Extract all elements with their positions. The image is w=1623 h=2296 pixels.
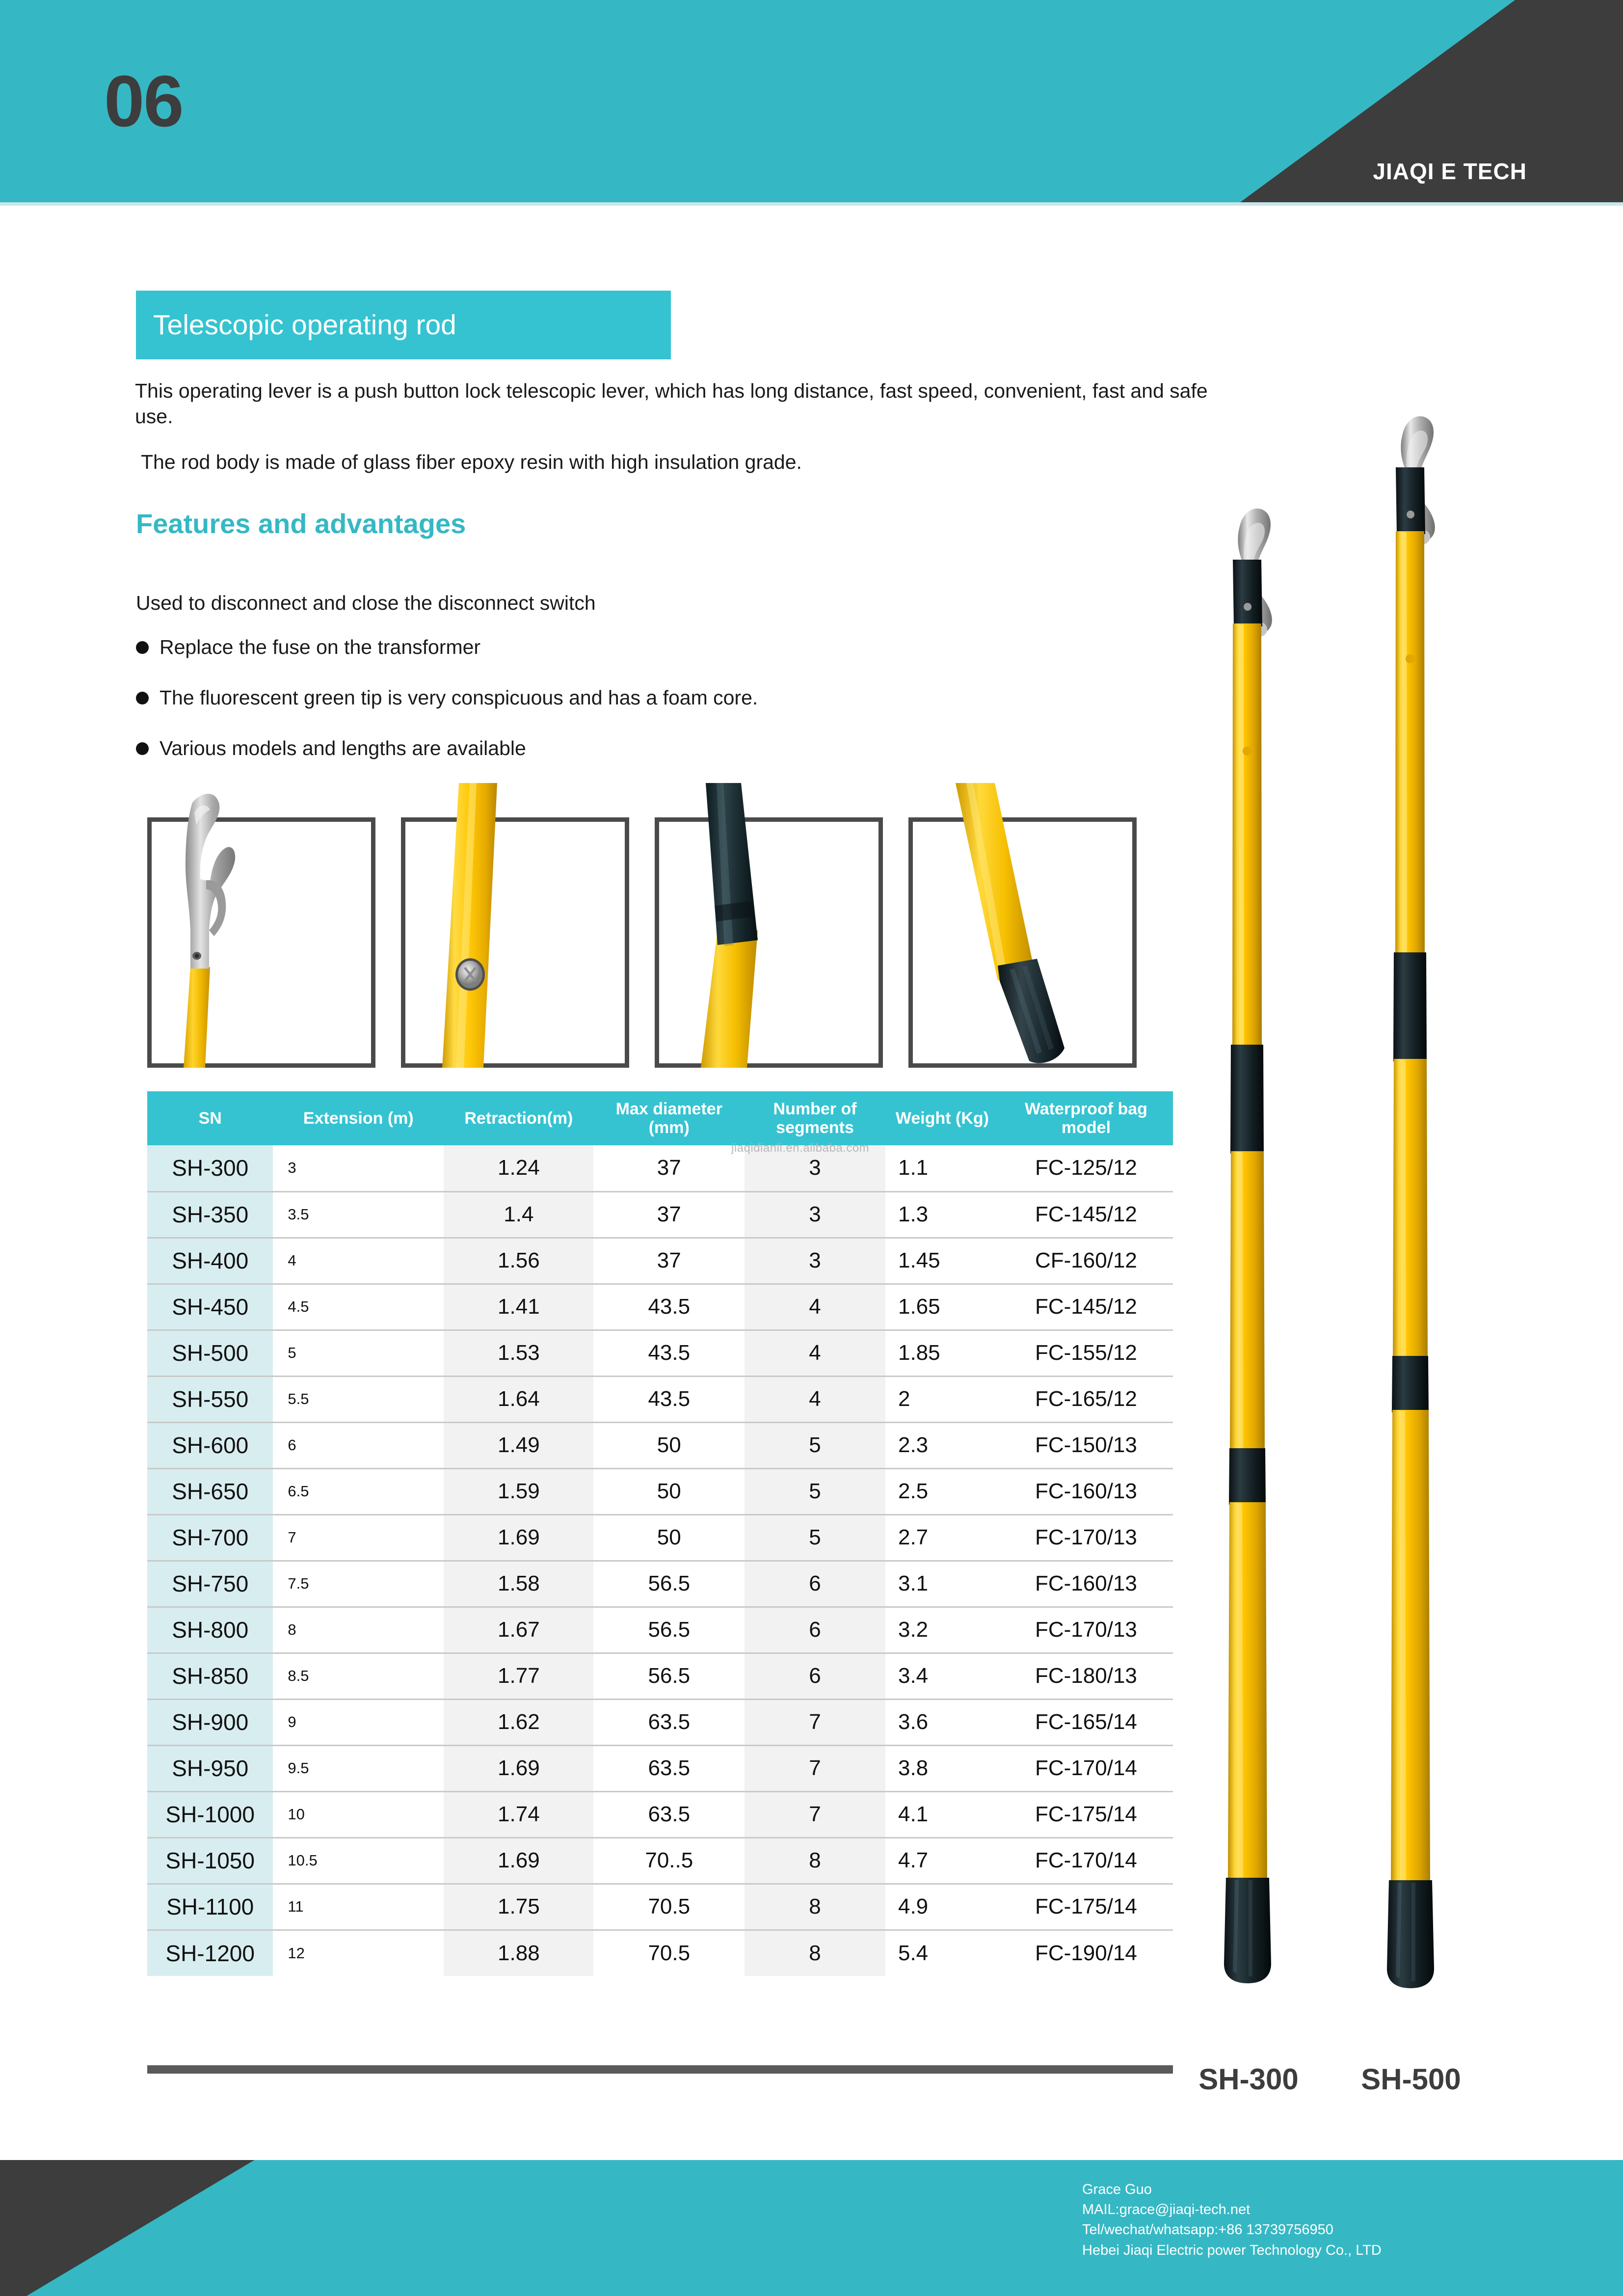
col-header-segments: Number of segments [745, 1091, 885, 1145]
cell-segments: 4 [745, 1376, 885, 1422]
cell-sn: SH-1000 [147, 1791, 273, 1837]
cell-max-diameter: 50 [593, 1422, 745, 1468]
cell-weight: 4.9 [885, 1884, 999, 1930]
table-row [147, 1745, 1173, 1791]
cell-bag: CF-160/12 [999, 1238, 1173, 1284]
list-item [136, 737, 1167, 787]
header-underline [0, 202, 1623, 206]
cell-max-diameter: 56.5 [593, 1653, 745, 1699]
cell-extension: 6.5 [273, 1468, 444, 1514]
cell-max-diameter: 37 [593, 1191, 745, 1238]
cell-max-diameter: 43.5 [593, 1330, 745, 1376]
cell-segments: 5 [745, 1422, 885, 1468]
cell-segments: 5 [745, 1514, 885, 1561]
table-header [147, 1091, 1173, 1145]
cell-max-diameter: 63.5 [593, 1791, 745, 1837]
cell-max-diameter: 56.5 [593, 1607, 745, 1653]
cell-bag: FC-155/12 [999, 1330, 1173, 1376]
cell-sn: SH-900 [147, 1699, 273, 1745]
cell-sn: SH-800 [147, 1607, 273, 1653]
cell-weight: 3.6 [885, 1699, 999, 1745]
cell-retraction: 1.4 [444, 1191, 593, 1238]
features-heading: Features and advantages [136, 508, 466, 539]
cell-extension: 9 [273, 1699, 444, 1745]
cell-extension: 8.5 [273, 1653, 444, 1699]
col-header-extension: Extension (m) [273, 1091, 444, 1145]
cell-extension: 4.5 [273, 1284, 444, 1330]
rod-label-right: SH-500 [1361, 2063, 1461, 2096]
cell-sn: SH-750 [147, 1561, 273, 1607]
cell-bag: FC-160/13 [999, 1468, 1173, 1514]
cell-bag: FC-145/12 [999, 1191, 1173, 1238]
cell-extension: 4 [273, 1238, 444, 1284]
brand-name: JIAQI E TECH [1373, 159, 1527, 184]
cell-weight: 1.1 [885, 1145, 999, 1191]
cell-weight: 4.1 [885, 1791, 999, 1837]
cell-segments: 7 [745, 1699, 885, 1745]
cell-weight: 3.8 [885, 1745, 999, 1791]
cell-weight: 2 [885, 1376, 999, 1422]
product-showcase [1188, 412, 1615, 2096]
cell-weight: 3.2 [885, 1607, 999, 1653]
table-row [147, 1791, 1173, 1837]
col-header-weight: Weight (Kg) [885, 1091, 999, 1145]
cell-segments: 8 [745, 1884, 885, 1930]
cell-bag: FC-170/13 [999, 1514, 1173, 1561]
col-header-bag-model: Waterproof bag model [999, 1091, 1173, 1145]
cell-max-diameter: 56.5 [593, 1561, 745, 1607]
cell-bag: FC-145/12 [999, 1284, 1173, 1330]
cell-bag: FC-165/12 [999, 1376, 1173, 1422]
cell-weight: 3.4 [885, 1653, 999, 1699]
table-body [147, 1145, 1173, 1976]
cell-sn: SH-950 [147, 1745, 273, 1791]
watermark-text: jiaqidianli.en.alibaba.com [731, 1141, 870, 1155]
page-number: 06 [104, 61, 183, 142]
contact-company: Hebei Jiaqi Electric power Technology Co., LTD [1082, 2242, 1382, 2258]
cell-extension: 5 [273, 1330, 444, 1376]
cell-retraction: 1.69 [444, 1514, 593, 1561]
cell-segments: 4 [745, 1330, 885, 1376]
showcase-rods-image [1188, 412, 1615, 2047]
table-row [147, 1330, 1173, 1376]
cell-max-diameter: 50 [593, 1468, 745, 1514]
cell-extension: 11 [273, 1884, 444, 1930]
cell-retraction: 1.24 [444, 1145, 593, 1191]
table-row [147, 1422, 1173, 1468]
cell-weight: 3.1 [885, 1561, 999, 1607]
cell-extension: 7 [273, 1514, 444, 1561]
cell-sn: SH-700 [147, 1514, 273, 1561]
table-row [147, 1514, 1173, 1561]
cell-retraction: 1.69 [444, 1837, 593, 1884]
intro-paragraph-1: This operating lever is a push button lock telescopic lever, which has long distance, fast speed, convenient, fast and safe use. [135, 379, 1208, 428]
feature-text: Various models and lengths are available [160, 737, 526, 759]
bullet-dot-icon [136, 692, 149, 704]
page-title: Telescopic operating rod [153, 309, 456, 341]
cell-sn: SH-1050 [147, 1837, 273, 1884]
cell-sn: SH-650 [147, 1468, 273, 1514]
list-item [136, 636, 1167, 686]
cell-retraction: 1.77 [444, 1653, 593, 1699]
cell-extension: 5.5 [273, 1376, 444, 1422]
cell-sn: SH-550 [147, 1376, 273, 1422]
cell-bag: FC-165/14 [999, 1699, 1173, 1745]
cell-segments: 3 [745, 1238, 885, 1284]
cell-sn: SH-450 [147, 1284, 273, 1330]
photo-cell-end-cap [908, 783, 1137, 1068]
section-title-bar [136, 291, 671, 359]
cell-sn: SH-400 [147, 1238, 273, 1284]
bullet-dot-icon [136, 742, 149, 755]
cell-weight: 1.85 [885, 1330, 999, 1376]
table-header-row [147, 1091, 1173, 1145]
col-header-max-diameter: Max diameter (mm) [593, 1091, 745, 1145]
table-row [147, 1191, 1173, 1238]
cell-max-diameter: 70.5 [593, 1930, 745, 1976]
cell-retraction: 1.74 [444, 1791, 593, 1837]
table-row [147, 1607, 1173, 1653]
table-row [147, 1238, 1173, 1284]
rod-sh500 [1387, 416, 1435, 1988]
contact-email: MAIL:grace@jiaqi-tech.net [1082, 2202, 1251, 2218]
cell-max-diameter: 43.5 [593, 1376, 745, 1422]
table-row [147, 1837, 1173, 1884]
contact-name: Grace Guo [1082, 2182, 1152, 2197]
table-bottom-rule [147, 2065, 1173, 2074]
push-button-lock-image [401, 783, 629, 1068]
cell-sn: SH-300 [147, 1145, 273, 1191]
cell-bag: FC-150/13 [999, 1422, 1173, 1468]
table-row [147, 1284, 1173, 1330]
cell-sn: SH-500 [147, 1330, 273, 1376]
photo-cell-push-button [401, 783, 629, 1068]
cell-retraction: 1.53 [444, 1330, 593, 1376]
cell-weight: 1.65 [885, 1284, 999, 1330]
cell-segments: 5 [745, 1468, 885, 1514]
cell-sn: SH-600 [147, 1422, 273, 1468]
feature-text: The fluorescent green tip is very conspicuous and has a foam core. [160, 686, 758, 709]
footer-dark-triangle [0, 2160, 265, 2296]
cell-retraction: 1.62 [444, 1699, 593, 1745]
rod-label-left: SH-300 [1198, 2063, 1299, 2096]
cell-sn: SH-1200 [147, 1930, 273, 1976]
cell-bag: FC-170/13 [999, 1607, 1173, 1653]
specifications-table [147, 1091, 1173, 1976]
list-item [136, 686, 1167, 737]
cell-retraction: 1.49 [444, 1422, 593, 1468]
feature-text: Replace the fuse on the transformer [160, 636, 481, 658]
table-row [147, 1699, 1173, 1745]
cell-segments: 6 [745, 1561, 885, 1607]
cell-retraction: 1.88 [444, 1930, 593, 1976]
intro-paragraph-2: The rod body is made of glass fiber epoxy resin with high insulation grade. [141, 451, 802, 473]
cell-sn: SH-350 [147, 1191, 273, 1238]
cell-extension: 3 [273, 1145, 444, 1191]
cell-retraction: 1.59 [444, 1468, 593, 1514]
cell-max-diameter: 37 [593, 1238, 745, 1284]
page-footer [0, 2160, 1623, 2296]
rod-sh300 [1224, 509, 1272, 1983]
cell-bag: FC-190/14 [999, 1930, 1173, 1976]
cell-max-diameter: 70..5 [593, 1837, 745, 1884]
cell-retraction: 1.56 [444, 1238, 593, 1284]
cell-segments: 8 [745, 1837, 885, 1884]
cell-sn: SH-1100 [147, 1884, 273, 1930]
cell-segments: 4 [745, 1284, 885, 1330]
cell-max-diameter: 37 [593, 1145, 745, 1191]
cell-bag: FC-170/14 [999, 1837, 1173, 1884]
product-detail-photo-strip [147, 783, 1173, 1068]
cell-segments: 8 [745, 1930, 885, 1976]
cell-max-diameter: 43.5 [593, 1284, 745, 1330]
cell-retraction: 1.75 [444, 1884, 593, 1930]
cell-max-diameter: 70.5 [593, 1884, 745, 1930]
table-row [147, 1376, 1173, 1422]
telescopic-joint-image [655, 783, 883, 1068]
cell-bag: FC-175/14 [999, 1884, 1173, 1930]
features-intro-line: Used to disconnect and close the disconnect switch [136, 592, 596, 614]
cell-max-diameter: 63.5 [593, 1745, 745, 1791]
cell-segments: 3 [745, 1191, 885, 1238]
cell-extension: 10.5 [273, 1837, 444, 1884]
cell-extension: 10 [273, 1791, 444, 1837]
cell-retraction: 1.58 [444, 1561, 593, 1607]
footer-contact-block [1082, 2180, 1382, 2261]
table-row [147, 1653, 1173, 1699]
cell-bag: FC-175/14 [999, 1791, 1173, 1837]
bullet-dot-icon [136, 641, 149, 654]
contact-phone: Tel/wechat/whatsapp:+86 13739756950 [1082, 2222, 1333, 2238]
cell-extension: 12 [273, 1930, 444, 1976]
cell-weight: 2.7 [885, 1514, 999, 1561]
table-row [147, 1145, 1173, 1191]
cell-weight: 1.45 [885, 1238, 999, 1284]
table-row [147, 1561, 1173, 1607]
cell-segments: 7 [745, 1791, 885, 1837]
page-header [0, 0, 1623, 202]
cell-weight: 5.4 [885, 1930, 999, 1976]
cell-segments: 3 [745, 1145, 885, 1191]
cell-retraction: 1.41 [444, 1284, 593, 1330]
cell-max-diameter: 63.5 [593, 1699, 745, 1745]
col-header-retraction: Retraction(m) [444, 1091, 593, 1145]
photo-cell-hook-head [147, 783, 375, 1068]
cell-bag: FC-160/13 [999, 1561, 1173, 1607]
table-row [147, 1930, 1173, 1976]
cell-segments: 6 [745, 1607, 885, 1653]
cell-max-diameter: 50 [593, 1514, 745, 1561]
cell-extension: 8 [273, 1607, 444, 1653]
cell-retraction: 1.67 [444, 1607, 593, 1653]
cell-weight: 4.7 [885, 1837, 999, 1884]
cell-segments: 7 [745, 1745, 885, 1791]
cell-weight: 2.3 [885, 1422, 999, 1468]
cell-extension: 9.5 [273, 1745, 444, 1791]
cell-retraction: 1.69 [444, 1745, 593, 1791]
cell-bag: FC-170/14 [999, 1745, 1173, 1791]
cell-sn: SH-850 [147, 1653, 273, 1699]
cell-weight: 1.3 [885, 1191, 999, 1238]
features-list [136, 636, 1167, 787]
table-row [147, 1884, 1173, 1930]
hook-head-image [147, 783, 375, 1068]
table-row [147, 1468, 1173, 1514]
cell-segments: 6 [745, 1653, 885, 1699]
col-header-sn: SN [147, 1091, 273, 1145]
cell-extension: 6 [273, 1422, 444, 1468]
cell-retraction: 1.64 [444, 1376, 593, 1422]
end-cap-image [908, 783, 1137, 1068]
cell-bag: FC-180/13 [999, 1653, 1173, 1699]
cell-bag: FC-125/12 [999, 1145, 1173, 1191]
photo-cell-telescopic-joint [655, 783, 883, 1068]
cell-extension: 3.5 [273, 1191, 444, 1238]
cell-extension: 7.5 [273, 1561, 444, 1607]
cell-weight: 2.5 [885, 1468, 999, 1514]
